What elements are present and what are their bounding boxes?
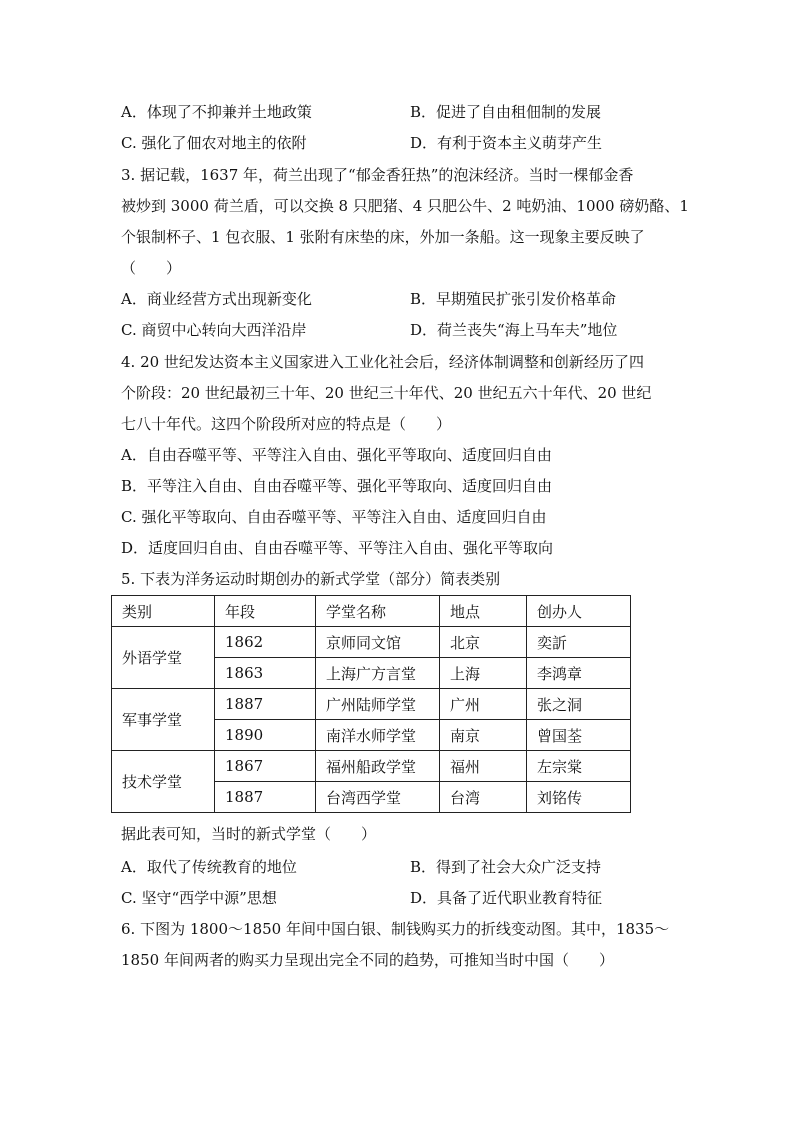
table-cell: 曾国荃 bbox=[527, 720, 631, 751]
table-cell: 南洋水师学堂 bbox=[316, 720, 440, 751]
table-cell: 台湾西学堂 bbox=[316, 782, 440, 813]
q3-answer-blank: （ ） bbox=[121, 259, 182, 277]
table-cell: 李鸿章 bbox=[527, 658, 631, 689]
table-header-row bbox=[112, 596, 631, 627]
q3-stem-line-3: 个银制杯子、1 包衣服、1 张附有床垫的床，外加一条船。这一现象主要反映了 bbox=[121, 228, 645, 246]
table-cell: 广州陆师学堂 bbox=[316, 689, 440, 720]
q5-option-b: B．得到了社会大众广泛支持 bbox=[410, 858, 602, 876]
header-cell: 年段 bbox=[215, 596, 316, 627]
table-cell: 1887 bbox=[215, 782, 316, 813]
q5-option-d: D．具备了近代职业教育特征 bbox=[410, 889, 603, 907]
q5-stem: 5. 下表为洋务运动时期创办的新式学堂（部分）简表类别 bbox=[121, 570, 501, 588]
q6-stem-line-1: 6. 下图为 1800～1850 年间中国白银、制钱购买力的折线变动图。其中，1835～ bbox=[121, 920, 670, 938]
q3-stem-line-2: 被炒到 3000 荷兰盾，可以交换 8 只肥猪、4 只肥公牛、2 吨奶油、1000 磅奶酪、1 bbox=[121, 197, 689, 215]
header-cell: 地点 bbox=[440, 596, 527, 627]
q3-option-c: C. 商贸中心转向大西洋沿岸 bbox=[121, 321, 307, 339]
table-row bbox=[112, 751, 631, 782]
q5-option-a: A．取代了传统教育的地位 bbox=[121, 858, 297, 876]
table-cell: 广州 bbox=[440, 689, 527, 720]
school-table bbox=[111, 595, 631, 813]
table-cell: 福州 bbox=[440, 751, 527, 782]
q3-option-a: A．商业经营方式出现新变化 bbox=[121, 290, 312, 308]
q4-stem-line-3: 七八十年代。这四个阶段所对应的特点是（ ） bbox=[121, 415, 452, 433]
q4-option-b: B．平等注入自由、自由吞噬平等、强化平等取向、适度回归自由 bbox=[121, 477, 553, 495]
table-cell: 1867 bbox=[215, 751, 316, 782]
q5-followup: 据此表可知，当时的新式学堂（ ） bbox=[121, 825, 377, 843]
table-cell: 奕訢 bbox=[527, 627, 631, 658]
q3-stem-line-1: 3. 据记载，1637 年，荷兰出现了“郁金香狂热”的泡沫经济。当时一棵郁金香 bbox=[121, 166, 634, 184]
table-cell: 左宗棠 bbox=[527, 751, 631, 782]
table-cell: 上海 bbox=[440, 658, 527, 689]
table-row bbox=[112, 627, 631, 658]
q4-stem-line-1: 4. 20 世纪发达资本主义国家进入工业化社会后，经济体制调整和创新经历了四 bbox=[121, 353, 644, 371]
category-cell: 军事学堂 bbox=[112, 689, 215, 751]
q2-option-a: A．体现了不抑兼并土地政策 bbox=[121, 103, 312, 121]
table-cell: 南京 bbox=[440, 720, 527, 751]
q4-option-a: A．自由吞噬平等、平等注入自由、强化平等取向、适度回归自由 bbox=[121, 446, 552, 464]
q4-stem-line-2: 个阶段：20 世纪最初三十年、20 世纪三十年代、20 世纪五六十年代、20 世纪 bbox=[121, 384, 652, 402]
table-cell: 台湾 bbox=[440, 782, 527, 813]
q6-stem-line-2: 1850 年间两者的购买力呈现出完全不同的趋势，可推知当时中国（ ） bbox=[121, 951, 614, 969]
table-cell: 张之洞 bbox=[527, 689, 631, 720]
header-cell: 类别 bbox=[112, 596, 215, 627]
category-cell: 外语学堂 bbox=[112, 627, 215, 689]
q3-option-b: B．早期殖民扩张引发价格革命 bbox=[410, 290, 617, 308]
q4-option-d: D．适度回归自由、自由吞噬平等、平等注入自由、强化平等取向 bbox=[121, 539, 554, 557]
table-cell: 北京 bbox=[440, 627, 527, 658]
q2-option-c: C. 强化了佃农对地主的依附 bbox=[121, 134, 307, 152]
q5-option-c: C. 坚守“西学中源”思想 bbox=[121, 889, 277, 907]
header-cell: 创办人 bbox=[527, 596, 631, 627]
table-cell: 京师同文馆 bbox=[316, 627, 440, 658]
header-cell: 学堂名称 bbox=[316, 596, 440, 627]
table-cell: 1863 bbox=[215, 658, 316, 689]
q3-option-d: D．荷兰丧失“海上马车夫”地位 bbox=[410, 321, 618, 339]
q2-option-b: B．促进了自由租佃制的发展 bbox=[410, 103, 602, 121]
table-cell: 福州船政学堂 bbox=[316, 751, 440, 782]
table-cell: 刘铭传 bbox=[527, 782, 631, 813]
category-cell: 技术学堂 bbox=[112, 751, 215, 813]
table-row bbox=[112, 689, 631, 720]
table-cell: 1890 bbox=[215, 720, 316, 751]
table-cell: 上海广方言堂 bbox=[316, 658, 440, 689]
table-cell: 1862 bbox=[215, 627, 316, 658]
q4-option-c: C. 强化平等取向、自由吞噬平等、平等注入自由、适度回归自由 bbox=[121, 508, 547, 526]
table-cell: 1887 bbox=[215, 689, 316, 720]
q2-option-d: D．有利于资本主义萌芽产生 bbox=[410, 134, 603, 152]
